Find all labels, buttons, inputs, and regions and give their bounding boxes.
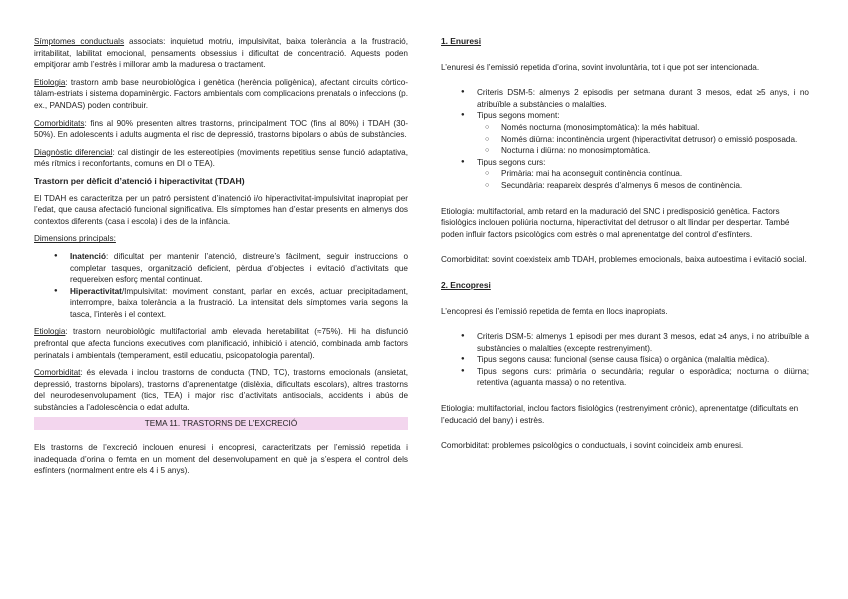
list-item: ● Tipus segons curs: primària o secundària; regular o esporàdica; nocturna o diürna; retentiva (aguanta massa) o no retentiva. xyxy=(441,366,809,389)
list-item xyxy=(34,251,408,286)
dimension-text: : dificultat per mantenir l’atenció, distreure’s fàcilment, seguir instruccions o completar tasques, organització deficient, pèrdua d’objectes i evitació d’activitats que requereixen esforç mental continuat. xyxy=(70,251,408,285)
tdah-comorbidity-text: : és elevada i inclou trastorns de conducta (TND, TC), trastorns emocionals (ansietat, depressió, trastorns bipolars), trastorns d’aprenentatge (dislèxia, dificultats escolars), altres trastorns del neurodesenvolupament (tics, TEA) i major risc d’activitats antisocials, accidents i abús de substàncies a l’adolescència o edat adulta. xyxy=(34,368,408,413)
tdah-comorbidity-label: Comorbiditat xyxy=(34,368,81,378)
tdah-etiology-label: Etiologia xyxy=(34,327,66,337)
list-item: ● Criteris DSM-5: almenys 2 episodis per setmana durant 3 mesos, edat ≥5 anys, i no atribuïble a substàncies o malalties. xyxy=(441,87,809,110)
symptoms-paragraph xyxy=(34,36,408,71)
tdah-intro: El TDAH es caracteritza per un patró persistent d’inatenció i/o hiperactivitat-impulsivitat inapropiat per l’edat, que causa afectació funcional significativa. Els símptomes han d’estar presents en almenys dos contextos diferents (casa i escola) i des de la infància. xyxy=(34,193,408,226)
encopresis-definition: L’encopresi és l’emissió repetida de femta en llocs inapropiats. xyxy=(441,306,668,316)
tics-comorbidity-text: : fins al 90% presenten altres trastorns, principalment TOC (fins al 80%) i TDAH (30-50%). En adolescents i adults augmenta el risc de depressió, trastorns bipolars o abús de substàncies. xyxy=(34,118,408,140)
enuresis-definition: L’enuresi és l’emissió repetida d’orina, sovint involuntària, tot i que pot ser intencionada. xyxy=(441,62,760,72)
enuresis-list xyxy=(441,87,809,191)
list-item: ● Tipus segons moment: xyxy=(441,110,809,122)
list-item: ○ Secundària: reapareix després d’almenys 6 mesos de continència. xyxy=(441,180,809,192)
symptoms-label: Símptomes conductuals xyxy=(34,37,125,46)
enuresis-comorbidity: Comorbiditat: sovint coexisteix amb TDAH, problemes emocionals, baixa autoestima i evitació social. xyxy=(441,255,807,265)
topic-title-bar: TEMA 11. TRASTORNS DE L’EXCRECIÓ xyxy=(34,417,408,431)
dimension-term: Inatenció xyxy=(70,251,106,261)
list-item: ● Tipus segons causa: funcional (sense causa física) o orgànica (malaltia mèdica). xyxy=(441,354,809,366)
tdah-etiology-text: : trastorn neurobiològic multifactorial amb elevada heretabilitat (≈75%). Hi ha disfunció prefrontal que afecta funcions executives com planificació, inhibició i atenció, combinada amb factors perinatals i ambientals (temperament, estil educatiu, psicopatologia parental). xyxy=(34,327,408,360)
enuresis-heading: 1. Enuresi xyxy=(441,36,482,46)
list-item: ● Criteris DSM-5: almenys 1 episodi per mes durant 3 mesos, edat ≥4 anys, i no atribuïble a substàncies o malalties (excepte restrenyiment). xyxy=(441,331,809,354)
list-item: ○ Primària: mai ha aconseguit continència contínua. xyxy=(441,168,809,180)
dimension-term: Hiperactivitat xyxy=(70,286,122,296)
dimension-text: /Impulsivitat: moviment constant, parlar en excés, actuar precipitadament, interrompre, baixa tolerància a la frustració. La intensitat dels símptomes varia segons la tasca, l’interès i el context. xyxy=(70,286,408,319)
tdah-heading: Trastorn per dèficit d’atenció i hiperactivitat (TDAH) xyxy=(34,175,245,186)
differential-diagnosis-text: : cal distingir de les estereotípies (moviments repetitius sense funció adaptativa, més rítmics i reconfortants, comuns en DI o TEA). xyxy=(34,147,408,169)
list-item: ● Tipus segons curs: xyxy=(441,157,809,169)
tics-etiology-text: : trastorn amb base neurobiològica i genètica (herència poligènica), afectant circuits còrtico-tàlam-estriats i sistema dopaminèrgic. Factors ambientals com complicacions prenatals o infeccions (p. ex., PANDAS) poden contribuir. xyxy=(34,77,408,110)
encopresis-comorbidity: Comorbiditat: problemes psicològics o conductuals, i sovint coincideix amb enuresi. xyxy=(441,441,744,451)
right-column xyxy=(441,36,809,466)
left-column xyxy=(34,36,408,483)
dimensions-label xyxy=(34,233,408,245)
symptoms-text: associats: inquietud motriu, impulsivitat, baixa tolerància a la frustració, irritabilitat, labilitat emocional, pensaments obsessius i dificultat de concentració. Aquests poden empitjorar amb l’estrès i millorar amb la maduresa o tractament. xyxy=(34,37,408,70)
list-item: ○ Només diürna: incontinència urgent (hiperactivitat detrusor) o emissió posposada. xyxy=(441,134,809,146)
dimensions-list xyxy=(34,251,408,321)
tics-etiology-paragraph xyxy=(34,77,408,112)
encopresis-heading: 2. Encopresi xyxy=(441,279,491,290)
list-item: ○ Nocturna i diürna: no monosimptomàtica. xyxy=(441,145,809,157)
encopresis-list xyxy=(441,331,809,389)
tics-comorbidity-paragraph xyxy=(34,118,408,141)
tics-etiology-label: Etiologia xyxy=(34,77,66,87)
encopresis-etiology: Etiologia: multifactorial, inclou factors fisiològics (restrenyiment crònic), aprenentatge (dificultats en l’educació del bany) i estrès. xyxy=(441,404,799,425)
enuresis-etiology: Etiologia: multifactorial, amb retard en la maduració del SNC i predisposició genètica. Factors fisiològics inclouen poliúria nocturna, hiperactivitat del detrusor o alt llindar per despertar. També poden influir factors psicològics com estrès o mal aprenentatge del control d’esfínters. xyxy=(441,206,790,239)
differential-diagnosis-paragraph xyxy=(34,147,408,170)
list-item: ○ Només nocturna (monosimptomàtica): la més habitual. xyxy=(441,122,809,134)
list-item xyxy=(34,286,408,321)
differential-diagnosis-label: Diagnòstic diferencial xyxy=(34,147,113,157)
excretion-intro: Els trastorns de l’excreció inclouen enuresi i encopresi, caracteritzats per l’emissió repetida i inadequada d’orina o femta en un moment del desenvolupament en què ja s’espera el control dels esfínters (normalment entre els 4 i 5 anys). xyxy=(34,443,408,476)
tics-comorbidity-label: Comorbiditats xyxy=(34,118,85,128)
tdah-etiology-paragraph xyxy=(34,326,408,361)
tdah-comorbidity-paragraph xyxy=(34,367,408,413)
dimensions-label-text: Dimensions principals: xyxy=(34,234,116,244)
